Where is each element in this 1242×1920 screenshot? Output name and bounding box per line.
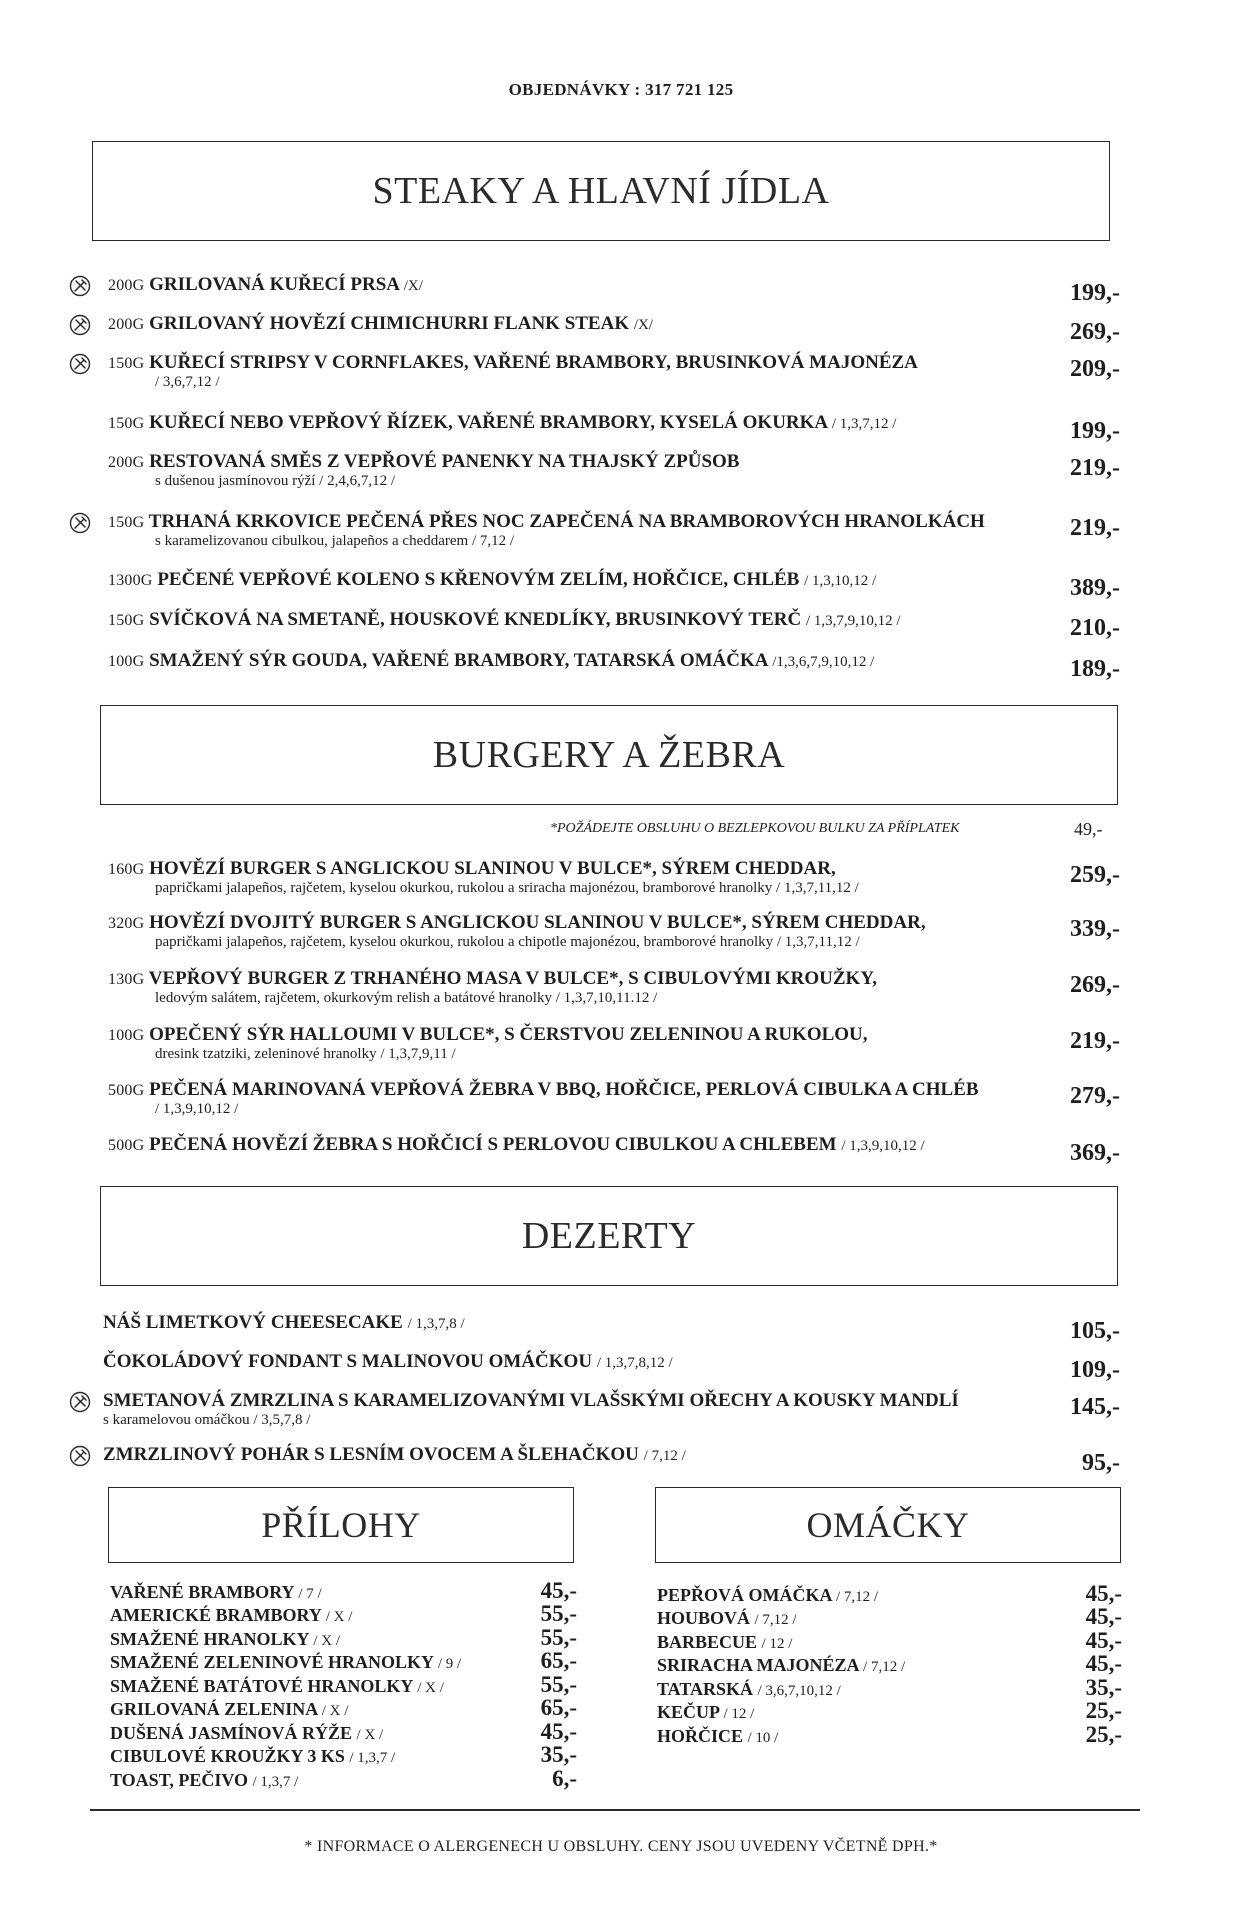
- item-name: TATARSKÁ: [657, 1679, 754, 1699]
- item-description: s karamelovou omáčkou / 3,5,7,8 /: [103, 1412, 311, 1428]
- item-title: [103, 1312, 465, 1334]
- item-allergens: / X /: [313, 1633, 341, 1649]
- item-weight: 320G: [108, 915, 145, 932]
- item-price: 45,-: [1085, 1628, 1122, 1653]
- item-name: HOUBOVÁ: [657, 1608, 751, 1628]
- item-price: 279,-: [1070, 1083, 1120, 1109]
- item-price: 339,-: [1070, 916, 1120, 942]
- item-name: SMETANOVÁ ZMRZLINA S KARAMELIZOVANÝMI VLAŠSKÝMI OŘECHY A KOUSKY MANDLÍ: [103, 1390, 959, 1411]
- item-price: 105,-: [1070, 1318, 1120, 1344]
- item-title: [103, 1351, 673, 1373]
- item-title: [108, 968, 877, 990]
- item-weight: 100G: [108, 1027, 145, 1044]
- item-name: DUŠENÁ JASMÍNOVÁ RÝŽE: [110, 1723, 357, 1743]
- gluten-free-bun-note: *POŽÁDEJTE OBSLUHU O BEZLEPKOVOU BULKU ZA PŘÍPLATEK: [550, 821, 960, 836]
- item-description: s karamelizovanou cibulkou, jalapeños a cheddarem / 7,12 /: [155, 533, 515, 549]
- item-description: ledovým salátem, rajčetem, okurkovým relish a batátové hranolky / 1,3,7,10,11.12 /: [155, 990, 658, 1006]
- item-allergens: / 7,12 /: [754, 1612, 797, 1628]
- item-allergens: / 7,12 /: [643, 1448, 686, 1464]
- side-item: [110, 1770, 298, 1791]
- item-name: NÁŠ LIMETKOVÝ CHEESECAKE: [103, 1312, 403, 1333]
- item-allergens: /1,3,6,7,9,10,12 /: [772, 654, 875, 670]
- side-item: [110, 1629, 340, 1650]
- item-allergens: /X/: [403, 278, 423, 294]
- item-name: PEPŘOVÁ OMÁČKA: [657, 1585, 832, 1605]
- side-item: [110, 1652, 461, 1673]
- item-allergens: / X /: [321, 1703, 349, 1719]
- item-name: SVÍČKOVÁ NA SMETANĚ, HOUSKOVÉ KNEDLÍKY, BRUSINKOVÝ TERČ: [149, 609, 802, 630]
- item-price: 6,-: [552, 1766, 577, 1791]
- item-weight: 150G: [108, 612, 145, 629]
- item-name: ZMRZLINOVÝ POHÁR S LESNÍM OVOCEM A ŠLEHAČKOU: [103, 1444, 639, 1465]
- item-allergens: / 3,6,7,10,12 /: [757, 1683, 841, 1699]
- item-title: [108, 858, 836, 880]
- item-description: / 1,3,9,10,12 /: [155, 1101, 239, 1117]
- side-item: [657, 1702, 754, 1723]
- item-name: GRILOVANÁ KUŘECÍ PRSA: [149, 274, 399, 295]
- side-item: [657, 1608, 797, 1629]
- item-weight: 150G: [108, 355, 145, 372]
- item-name: TRHANÁ KRKOVICE PEČENÁ PŘES NOC ZAPEČENÁ NA BRAMBOROVÝCH HRANOLKÁCH: [148, 511, 985, 532]
- section-title-sides: PŘÍLOHY: [108, 1487, 574, 1563]
- item-allergens: / 1,3,7,9,10,12 /: [805, 613, 901, 629]
- item-price: 259,-: [1070, 862, 1120, 888]
- side-item: [110, 1676, 444, 1697]
- gluten-free-bun-price: 49,-: [1074, 819, 1103, 839]
- item-name: SMAŽENÉ HRANOLKY: [110, 1629, 309, 1649]
- item-allergens: / 1,3,10,12 /: [804, 573, 877, 589]
- item-description: papričkami jalapeños, rajčetem, kyselou okurkou, rukolou a sriracha majonézou, bramborové hranolky / 1,3,7,11,12 /: [155, 880, 859, 896]
- side-item: [110, 1746, 395, 1767]
- item-price: 45,-: [540, 1578, 577, 1603]
- item-weight: 200G: [108, 316, 145, 333]
- footer-divider: [90, 1809, 1140, 1811]
- section-title-desserts: DEZERTY: [100, 1186, 1118, 1286]
- item-price: 209,-: [1070, 356, 1120, 382]
- item-allergens: / 12 /: [723, 1706, 755, 1722]
- item-allergens: / 1,3,9,10,12 /: [841, 1138, 925, 1154]
- side-item: [110, 1605, 352, 1626]
- item-name: ČOKOLÁDOVÝ FONDANT S MALINOVOU OMÁČKOU: [103, 1351, 593, 1372]
- side-item: [657, 1655, 905, 1676]
- item-weight: 1300G: [108, 572, 153, 589]
- item-price: 65,-: [540, 1648, 577, 1673]
- item-name: GRILOVANÁ ZELENINA: [110, 1699, 318, 1719]
- item-allergens: / X /: [417, 1680, 444, 1696]
- item-price: 45,-: [540, 1719, 577, 1744]
- fork-knife-icon: [69, 275, 91, 297]
- item-title: [108, 1024, 868, 1046]
- item-price: 25,-: [1085, 1722, 1122, 1747]
- item-allergens: / X /: [356, 1727, 384, 1743]
- item-price: 35,-: [540, 1742, 577, 1767]
- item-description: / 3,6,7,12 /: [155, 374, 220, 390]
- item-weight: 200G: [108, 454, 145, 471]
- item-title: [108, 1079, 979, 1101]
- item-title: [108, 912, 926, 934]
- item-name: SMAŽENÝ SÝR GOUDA, VAŘENÉ BRAMBORY, TATARSKÁ OMÁČKA: [149, 650, 768, 671]
- item-price: 55,-: [540, 1625, 577, 1650]
- item-price: 389,-: [1070, 575, 1120, 601]
- item-price: 210,-: [1070, 615, 1120, 641]
- item-name: HOŘČICE: [657, 1726, 744, 1746]
- item-allergens: / 12 /: [761, 1636, 793, 1652]
- item-name: PEČENÁ HOVĚZÍ ŽEBRA S HOŘČICÍ S PERLOVOU CIBULKOU A CHLEBEM: [149, 1134, 837, 1155]
- item-description: papričkami jalapeños, rajčetem, kyselou okurkou, rukolou a chipotle majonézou, bramborové hranolky / 1,3,7,11,12 /: [155, 934, 860, 950]
- item-weight: 130G: [108, 971, 145, 988]
- item-price: 25,-: [1085, 1698, 1122, 1723]
- item-name: GRILOVANÝ HOVĚZÍ CHIMICHURRI FLANK STEAK: [149, 313, 630, 334]
- order-phone-line: OBJEDNÁVKY : 317 721 125: [508, 80, 734, 99]
- side-item: [110, 1582, 322, 1603]
- item-weight: 150G: [108, 415, 145, 432]
- item-name: TOAST, PEČIVO: [110, 1770, 249, 1790]
- item-allergens: / 1,3,7 /: [252, 1774, 299, 1790]
- item-name: OPEČENÝ SÝR HALLOUMI V BULCE*, S ČERSTVOU ZELENINOU A RUKOLOU,: [149, 1024, 868, 1045]
- item-price: 95,-: [1082, 1450, 1120, 1476]
- item-name: SMAŽENÉ ZELENINOVÉ HRANOLKY: [110, 1652, 434, 1672]
- item-allergens: / 7,12 /: [836, 1589, 879, 1605]
- item-price: 35,-: [1085, 1675, 1122, 1700]
- item-allergens: / 1,3,7,12 /: [831, 416, 897, 432]
- item-price: 369,-: [1070, 1140, 1120, 1166]
- item-weight: 100G: [108, 653, 145, 670]
- item-name: KEČUP: [657, 1702, 720, 1722]
- item-title: [108, 609, 901, 631]
- item-name: VEPŘOVÝ BURGER Z TRHANÉHO MASA V BULCE*, S CIBULOVÝMI KROUŽKY,: [148, 968, 878, 989]
- item-price: 269,-: [1070, 319, 1120, 345]
- item-title: [108, 650, 874, 672]
- item-title: [108, 274, 423, 296]
- side-item: [657, 1585, 878, 1606]
- item-title: [108, 569, 876, 591]
- item-title: [108, 412, 896, 434]
- item-weight: 500G: [108, 1137, 145, 1154]
- item-title: [108, 352, 918, 374]
- item-price: 219,-: [1070, 515, 1120, 541]
- side-item: [110, 1699, 348, 1720]
- item-price: 199,-: [1070, 280, 1120, 306]
- item-allergens: / 9 /: [437, 1656, 462, 1672]
- item-title: [108, 313, 653, 335]
- item-name: HOVĚZÍ BURGER S ANGLICKOU SLANINOU V BULCE*, SÝREM CHEDDAR,: [149, 858, 836, 879]
- item-name: AMERICKÉ BRAMBORY: [110, 1605, 322, 1625]
- item-name: VAŘENÉ BRAMBORY: [110, 1582, 294, 1602]
- item-name: SRIRACHA MAJONÉZA: [657, 1655, 859, 1675]
- side-item: [657, 1726, 778, 1747]
- fork-knife-icon: [69, 512, 91, 534]
- item-title: [103, 1390, 959, 1412]
- item-price: 45,-: [1085, 1604, 1122, 1629]
- item-price: 199,-: [1070, 418, 1120, 444]
- item-name: BARBECUE: [657, 1632, 758, 1652]
- item-allergens: / X /: [325, 1609, 353, 1625]
- item-name: RESTOVANÁ SMĚS Z VEPŘOVÉ PANENKY NA THAJSKÝ ZPŮSOB: [149, 451, 740, 472]
- item-allergens: / 10 /: [747, 1730, 779, 1746]
- item-allergens: / 7,12 /: [863, 1659, 906, 1675]
- footer-note: * INFORMACE O ALERGENECH U OBSLUHY. CENY JSOU UVEDENY VČETNĚ DPH.*: [304, 1838, 938, 1855]
- item-title: [108, 1134, 925, 1156]
- item-description: dresink tzatziki, zeleninové hranolky / 1,3,7,9,11 /: [155, 1046, 456, 1062]
- side-item: [657, 1679, 841, 1700]
- fork-knife-icon: [69, 353, 91, 375]
- fork-knife-icon: [69, 1391, 91, 1413]
- item-name: PEČENÉ VEPŘOVÉ KOLENO S KŘENOVÝM ZELÍM, HOŘČICE, CHLÉB: [157, 569, 800, 590]
- section-title-sauces: OMÁČKY: [655, 1487, 1121, 1563]
- item-name: PEČENÁ MARINOVANÁ VEPŘOVÁ ŽEBRA V BBQ, HOŘČICE, PERLOVÁ CIBULKA A CHLÉB: [149, 1079, 979, 1100]
- fork-knife-icon: [69, 1445, 91, 1467]
- item-description: s dušenou jasmínovou rýží / 2,4,6,7,12 /: [155, 473, 395, 489]
- section-title-burgers: BURGERY A ŽEBRA: [100, 705, 1118, 805]
- item-title: [103, 1444, 686, 1466]
- item-price: 45,-: [1085, 1651, 1122, 1676]
- item-name: KUŘECÍ NEBO VEPŘOVÝ ŘÍZEK, VAŘENÉ BRAMBORY, KYSELÁ OKURKA: [149, 412, 828, 433]
- item-price: 55,-: [540, 1672, 577, 1697]
- item-price: 65,-: [540, 1695, 577, 1720]
- item-allergens: / 7 /: [298, 1586, 322, 1602]
- item-weight: 150G: [108, 514, 145, 531]
- item-name: KUŘECÍ STRIPSY V CORNFLAKES, VAŘENÉ BRAMBORY, BRUSINKOVÁ MAJONÉZA: [149, 352, 918, 373]
- item-price: 45,-: [1085, 1581, 1122, 1606]
- item-price: 109,-: [1070, 1357, 1120, 1383]
- item-price: 219,-: [1070, 455, 1120, 481]
- item-price: 145,-: [1070, 1394, 1120, 1420]
- item-allergens: /X/: [633, 317, 654, 333]
- item-weight: 200G: [108, 277, 145, 294]
- item-name: HOVĚZÍ DVOJITÝ BURGER S ANGLICKOU SLANINOU V BULCE*, SÝREM CHEDDAR,: [149, 912, 926, 933]
- fork-knife-icon: [69, 314, 91, 336]
- side-item: [657, 1632, 792, 1653]
- item-price: 219,-: [1070, 1028, 1120, 1054]
- item-price: 189,-: [1070, 656, 1120, 682]
- item-allergens: / 1,3,7,8 /: [407, 1316, 465, 1332]
- item-title: [108, 451, 739, 473]
- section-title-main: STEAKY A HLAVNÍ JÍDLA: [92, 141, 1110, 241]
- item-name: SMAŽENÉ BATÁTOVÉ HRANOLKY: [110, 1676, 413, 1696]
- item-weight: 160G: [108, 861, 145, 878]
- item-title: [108, 511, 985, 533]
- item-price: 55,-: [540, 1601, 577, 1626]
- side-item: [110, 1723, 383, 1744]
- item-price: 269,-: [1070, 972, 1120, 998]
- item-name: CIBULOVÉ KROUŽKY 3 KS: [110, 1746, 345, 1766]
- item-weight: 500G: [108, 1082, 145, 1099]
- item-allergens: / 1,3,7,8,12 /: [596, 1355, 673, 1371]
- item-allergens: / 1,3,7 /: [349, 1750, 396, 1766]
